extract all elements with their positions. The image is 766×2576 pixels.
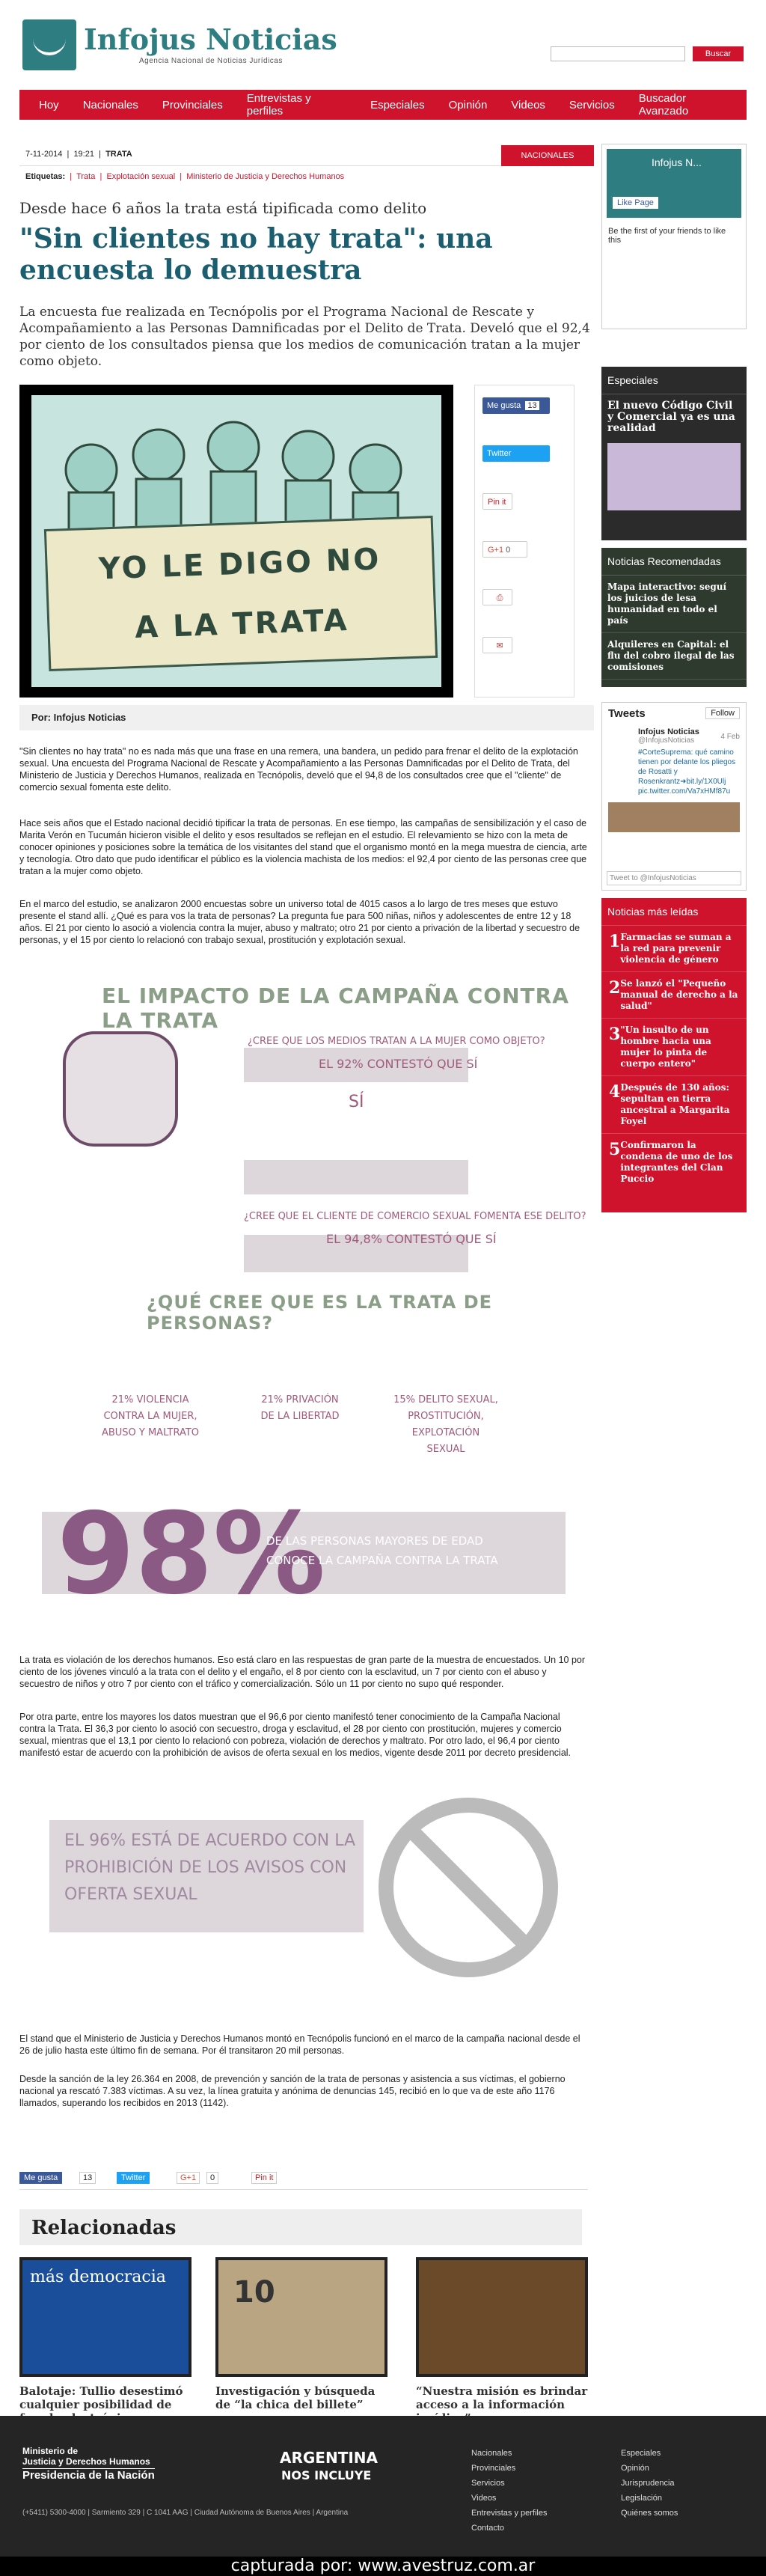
hero-banner (44, 516, 438, 671)
article-paragraph: Por otra parte, entre los mayores los datos muestran que el 96,6 por ciento manifestó tener conocimiento de la Campaña Nacional contra la Trata. El 36,3 por ciento lo asoció con secuestro, droga y esclavitud, el 28 por ciento con prostitución, mujeres y comercio sexual, mientras que el 13,1 por ciento lo relacionó con pobreza, violación de derechos y maltrato. Por otro lado, el 96,4 por ciento manifestó estar de acuerdo con la prohibición de avisos de oferta sexual en los medios, vigente desde 2011 por decreto presidencial. (19, 1712, 572, 1758)
infographic-avisos (19, 1775, 588, 2015)
hero-text-line1: YO LE DIGO NO (98, 542, 382, 587)
mas-leida-item[interactable] (601, 1076, 747, 1134)
related-image[interactable]: 10 (215, 2257, 387, 2377)
fb-like-page-button[interactable]: Like Page (613, 197, 658, 209)
related-item[interactable] (416, 2257, 588, 2425)
tweets-heading: Tweets (608, 707, 646, 720)
tv-illustration (19, 973, 588, 1287)
related-image[interactable]: más democracia (19, 2257, 192, 2377)
footer-link[interactable]: Videos (471, 2494, 497, 2503)
pinterest-button-bottom[interactable]: Pin it (251, 2172, 277, 2184)
footer-link[interactable]: Legislación (621, 2494, 663, 2503)
nav-provinciales[interactable]: Provinciales (162, 98, 223, 112)
footer-col1 (471, 2446, 547, 2536)
logo-icon[interactable] (22, 19, 76, 70)
recomendada-link[interactable]: Alquileres en Capital: el flu del cobro ilegal de las comisiones (601, 633, 747, 680)
footer-link[interactable]: Servicios (471, 2479, 505, 2488)
footer-link[interactable]: Quiénes somos (621, 2509, 678, 2518)
tag-link[interactable]: Explotación sexual (106, 172, 176, 181)
gplus-label: G+1 (488, 546, 504, 555)
twitter-button-bottom[interactable]: Twitter (117, 2172, 150, 2184)
section-badge[interactable]: NACIONALES (501, 145, 594, 166)
especiales-heading: Especiales (601, 367, 747, 394)
article-author: Por: Infojus Noticias (19, 705, 594, 730)
infographic-title: ¿QUÉ CREE QUE ES LA TRATA DE PERSONAS? (147, 1292, 493, 1334)
nos-incluye: NOS INCLUYE (281, 2468, 372, 2482)
recomendadas-heading: Noticias Recomendadas (601, 548, 747, 576)
especiales-link[interactable]: El nuevo Código Civil y Comercial ya es una realidad (607, 400, 735, 434)
related-item[interactable] (19, 2257, 192, 2425)
answer-2: EL 94,8% CONTESTÓ QUE SÍ (326, 1232, 497, 1246)
tweet-handle: @InfojusNoticias (638, 736, 695, 745)
footer-link[interactable]: Jurisprudencia (621, 2479, 675, 2488)
infographic-title: EL IMPACTO DE LA CAMPAÑA CONTRA LA TRATA (102, 983, 569, 1033)
related-heading: Relacionadas (19, 2209, 582, 2245)
fb-cover[interactable] (607, 149, 741, 218)
fb-friends-text: Be the first of your friends to like this (608, 227, 726, 245)
tweet-user[interactable]: Infojus Noticias (638, 727, 699, 736)
fb-count-bottom: 13 (79, 2172, 96, 2184)
bottom-share-bar (19, 2170, 588, 2190)
gplus-button-bottom[interactable]: G+1 (177, 2172, 200, 2184)
infographic-impact (19, 973, 588, 1287)
email-icon[interactable]: ✉ (482, 637, 512, 653)
nav-hoy[interactable]: Hoy (39, 98, 59, 112)
article-category: TRATA (105, 150, 132, 159)
hero-image (19, 385, 453, 698)
fb-page-name[interactable]: Infojus N... (652, 156, 702, 168)
infographic-trata (19, 1287, 588, 1639)
twitter-button[interactable]: Twitter (482, 445, 550, 462)
si-label: SÍ (349, 1093, 364, 1111)
logo-subtitle: Agencia Nacional de Noticias Jurídicas (139, 57, 283, 65)
mas-leida-item[interactable] (601, 1019, 747, 1076)
fb-label: Me gusta (487, 401, 521, 410)
nav-buscador[interactable]: Buscador Avanzado (638, 92, 689, 117)
print-icon[interactable]: ⎙ (482, 589, 512, 605)
ministry-line2: Justicia y Derechos Humanos (22, 2456, 150, 2467)
tags-line: Etiquetas: | Trata | Explotación sexual | Ministerio de Justicia y Derechos Humanos (25, 172, 345, 181)
article-date: 7-11-2014 (25, 150, 63, 159)
facebook-like-button[interactable] (482, 397, 550, 414)
tweet-text[interactable]: #CorteSuprema: qué camino tienen por delante los pliegos de Rosatti y Rosenkrantz➜bit.ly/1X0Ulj pic.twitter.com/Va7xHMf87u (638, 748, 736, 796)
related-title[interactable]: Investigación y búsqueda de “la chica del billete” (215, 2384, 376, 2411)
question-1: ¿CREE QUE LOS MEDIOS TRATAN A LA MUJER COMO OBJETO? (248, 1036, 545, 1047)
article-paragraph: "Sin clientes no hay trata" no es nada más que una frase en una remera, una bandera, un pedido para frenar el delito de la explotación sexual. Una encuesta del Programa Nacional de Rescate y Acompañamiento a las Personas Damnificadas por el Delito de Trata, del Ministerio de Justicia y Derechos Humanos, realizada en Tecnópolis, develó que el 94,8 de los consultados cree que el "cliente" de comercio sexual fomenta este delito. (19, 746, 578, 793)
article-summary: La encuesta fue realizada en Tecnópolis por el Programa Nacional de Rescate y Acompañamiento a las Personas Damnificadas por el Delito de Trata. Develó que el 92,4 por ciento de los consultados piensa que los medios de comunicación tratan a la mujer como objeto. (19, 305, 590, 369)
especiales-widget (601, 367, 747, 540)
prohibited-icon (371, 1790, 566, 1985)
mas-leida-item[interactable] (601, 926, 747, 972)
tag-link[interactable]: Ministerio de Justicia y Derechos Humanos (186, 172, 345, 181)
ministry-logo[interactable] (22, 2446, 155, 2481)
related-title[interactable]: Balotaje: Tullio desestimó cualquier posibilidad de (19, 2384, 183, 2411)
article-time: 19:21 (73, 150, 94, 159)
article-paragraph: Hace seis años que el Estado nacional decidió tipificar la trata de personas. En ese tiempo, las campañas de sensibilización y el caso de Marita Verón en Tucumán hicieron visible el delito y esos resultados se reflejan en el estudio. El relevamiento se hizo con la meta de conocer opiniones y posiciones sobre la temática de los visitantes del stand que el organismo montó en la mega muestra de ciencia, arte y tecnología. Otro dato que pudo identificar el público es la violencia machista de los medios: el 92,4 por ciento de las personas cree que tratan a la mujer como objeto. (19, 818, 587, 876)
related-item[interactable] (215, 2257, 387, 2411)
mas-leida-title[interactable]: "Un insulto de un hombre hacia una mujer lo pinta de cuerpo entero" (620, 1025, 711, 1069)
big-stat-text-2: CONOCE LA CAMPAÑA CONTRA LA TRATA (266, 1554, 498, 1567)
gplus-count-bottom: 0 (206, 2172, 218, 2184)
footer-link[interactable]: Entrevistas y perfiles (471, 2509, 548, 2518)
nav-servicios[interactable]: Servicios (569, 98, 615, 112)
mas-leida-title[interactable]: Se lanzó el "Pequeño manual de derecho a la salud" (620, 978, 738, 1011)
article-lead: Desde hace 6 años la trata está tipificada como delito (19, 199, 427, 217)
related-title[interactable]: “Nuestra misión es brindar acceso a la información (416, 2384, 588, 2411)
stat-privacion: 21% PRIVACIÓN DE LA LIBERTAD (260, 1394, 340, 1422)
rank-number: 3 (609, 1025, 621, 1044)
nav-entrevistas[interactable]: Entrevistas y perfiles (246, 92, 311, 117)
capture-caption: capturada por: www.avestruz.com.ar (0, 2557, 766, 2576)
mas-leida-item[interactable] (601, 1134, 747, 1191)
rank-number: 2 (609, 978, 621, 998)
article-title: "Sin clientes no hay trata": una encuesta lo demuestra (19, 223, 493, 286)
stat-violencia: 21% VIOLENCIA CONTRA LA MUJER, ABUSO Y MALTRATO (101, 1394, 200, 1438)
fb-like-button-bottom[interactable]: Me gusta (19, 2172, 62, 2184)
related-image[interactable] (416, 2257, 588, 2377)
facebook-widget (601, 144, 747, 329)
logo-title[interactable]: Infojus Noticias (84, 22, 337, 56)
mas-leida-title[interactable]: Farmacias se suman a la red para prevenir violencia de género (620, 932, 732, 965)
gplus-button[interactable] (482, 541, 527, 558)
recomendada-link[interactable]: Mapa interactivo: seguí los juicios de lesa humanidad en todo el país (601, 576, 747, 633)
pinterest-button[interactable]: Pin it (482, 493, 512, 510)
footer-link[interactable]: Provinciales (471, 2464, 516, 2473)
article-paragraph: La trata es violación de los derechos humanos. Eso está claro en las respuestas de gran parte de la muestra de encuestados. Un 10 por ciento de los jóvenes vinculó a la trata con el delito y el engaño, el 8 por ciento con la esclavitud, un 7 por ciento con el abuso y secuestro de niños y otro 7 por ciento con el tráfico y comercialización. Sólo un 11 por ciento no supo qué responder. (19, 1655, 586, 1689)
article-meta-bar: 7-11-2014 | 19:21 | TRATA NACIONALES (19, 145, 594, 166)
mas-leida-item[interactable] (601, 972, 747, 1019)
search-input[interactable] (551, 46, 685, 61)
mas-leidas-widget (601, 898, 747, 1212)
twitter-follow-button[interactable]: Follow (705, 707, 740, 719)
nav-nacionales[interactable]: Nacionales (82, 98, 138, 112)
mas-leida-title[interactable]: Confirmaron la condena de uno de los integrantes del Clan Puccio (620, 1140, 733, 1184)
site-header (19, 15, 747, 75)
rank-number: 4 (609, 1082, 621, 1102)
mas-leidas-heading: Noticias más leídas (601, 898, 747, 926)
article-paragraph: El stand que el Ministerio de Justicia y Derechos Humanos montó en Tecnópolis funcionó en el marco de la campaña nacional desde el 26 de julio hasta este último fin de semana. Por él transitaron 20 mil personas. (19, 2033, 580, 2056)
ministry-line1: Ministerio de (22, 2446, 79, 2456)
rank-number: 1 (609, 932, 621, 951)
tags-label: Etiquetas: (25, 172, 66, 181)
tag-link[interactable]: Trata (76, 172, 96, 181)
answer-1: EL 92% CONTESTÓ QUE SÍ (319, 1057, 478, 1071)
rank-number: 5 (609, 1140, 621, 1159)
big-stat-text-1: DE LAS PERSONAS MAYORES DE EDAD (266, 1534, 483, 1548)
footer-link[interactable]: Nacionales (471, 2449, 512, 2458)
footer-link[interactable]: Contacto (471, 2524, 505, 2533)
nav-videos[interactable]: Videos (511, 98, 545, 112)
mas-leida-title[interactable]: Después de 130 años: sepultan en tierra ancestral a Margarita Foyel (620, 1082, 730, 1126)
gplus-count: 0 (506, 546, 511, 555)
argentina-logo: ARGENTINA (280, 2449, 378, 2467)
big-stat: 98% (57, 1489, 326, 1620)
search-button[interactable]: Buscar (693, 46, 744, 61)
nav-especiales[interactable]: Especiales (370, 98, 425, 112)
site-footer (0, 2416, 766, 2557)
footer-col2 (621, 2446, 678, 2521)
tweet-image[interactable] (608, 802, 740, 832)
footer-link[interactable]: Especiales (621, 2449, 661, 2458)
recomendadas-widget (601, 548, 747, 687)
question-2: ¿CREE QUE EL CLIENTE DE COMERCIO SEXUAL FOMENTA ESE DELITO? (244, 1211, 586, 1222)
article-paragraph: Desde la sanción de la ley 26.364 en 2008, de prevención y sanción de la trata de personas y asistencia a sus víctimas, el gobierno nacional ya rescató 7.383 víctimas. A su vez, la línea gratuita y anónima de denuncias 145, recibió en lo que va de este año 1176 llamados, superando los recibidos en 2013 (1142). (19, 2074, 566, 2108)
hero-text-line2: A LA TRATA (134, 602, 350, 645)
footer-address: (+5411) 5300-4000 | Sarmiento 329 | C 1041 AAG | Ciudad Autónoma de Buenos Aires | Argentina (22, 2509, 349, 2517)
especiales-image[interactable] (607, 443, 741, 510)
fb-count: 13 (525, 401, 539, 410)
stat-delito: 15% DELITO SEXUAL, PROSTITUCIÓN, EXPLOTACIÓN SEXUAL (393, 1394, 498, 1455)
footer-link[interactable]: Opinión (621, 2464, 649, 2473)
nav-opinion[interactable]: Opinión (448, 98, 488, 112)
tweet-input[interactable]: Tweet to @InfojusNoticias (607, 871, 741, 885)
tweet-date: 4 Feb (720, 733, 740, 741)
share-sidebar (474, 385, 574, 698)
main-nav (19, 90, 747, 120)
avisos-text: EL 96% ESTÁ DE ACUERDO CON LA PROHIBICIÓN DE LOS AVISOS CON OFERTA SEXUAL (64, 1831, 356, 1904)
article-paragraph: En el marco del estudio, se analizaron 2000 encuestas sobre un universo total de 4015 casos a lo largo de tres meses que estuvo presente el stand allí. ¿Qué es para vos la trata de personas? La pregunta fue para 500 niñas, niños y adolescentes de entre 12 y 18 años. El 21 por ciento lo asoció a violencia contra la mujer, abuso y maltrato; otro 21 por ciento a privación de la libertad y secuestro de personas, y el 15 por ciento lo relacionó con trabajo sexual, prostitución y explotación sexual. (19, 899, 580, 945)
twitter-widget (601, 702, 747, 891)
presidencia: Presidencia de la Nación (22, 2469, 155, 2482)
